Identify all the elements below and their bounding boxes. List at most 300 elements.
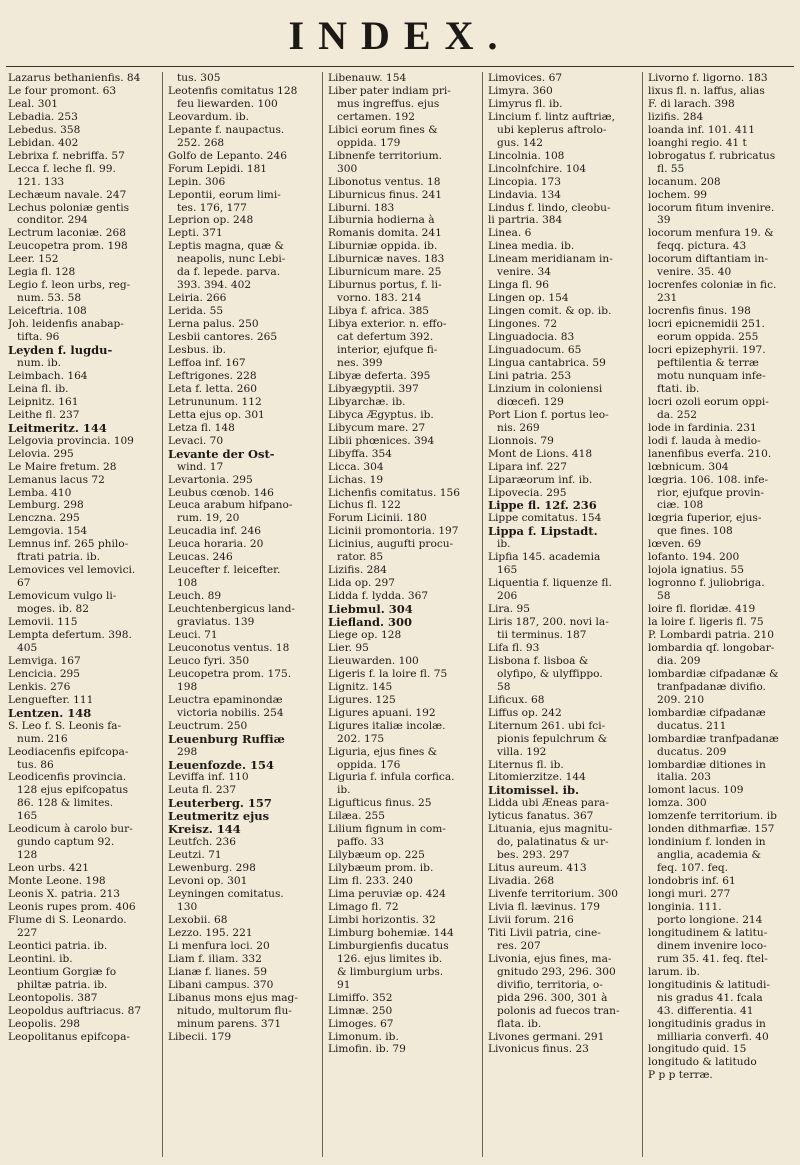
index-entry: Licinius, augufti procu- <box>328 538 454 551</box>
index-entry: Leucefter f. leicefter. <box>168 564 281 577</box>
index-entry: Lemovicum vulgo li- <box>8 590 117 603</box>
index-entry: lœgria. 106. 108. infe- <box>648 473 769 486</box>
index-entry: mus ingreffus. ejus <box>337 97 440 110</box>
index-entry: 298 <box>177 745 198 758</box>
index-entry: Mont de Lions. 418 <box>488 447 593 460</box>
index-entry: Leipnitz. 161 <box>8 395 79 408</box>
index-entry: Liburniæ oppida. ib. <box>328 240 438 253</box>
index-entry: Litus aureum. 413 <box>488 862 587 875</box>
index-entry: Lincolnfchire. 104 <box>488 162 587 175</box>
index-entry: Libyffa. 354 <box>328 447 392 460</box>
index-entry: Lindus f. lindo, cleobu- <box>488 201 611 214</box>
index-entry: feq. 107. feq. <box>657 862 729 875</box>
index-entry: longitudinem & latitu- <box>648 926 768 939</box>
index-entry: Leutmeritz ejus <box>168 810 270 824</box>
index-entry: Levartonia. 295 <box>168 473 253 486</box>
index-entry: Litomierzitze. 144 <box>488 771 586 784</box>
index-entry: Lerna palus. 250 <box>168 318 259 331</box>
index-entry: Lifa fl. 93 <box>488 641 540 654</box>
index-entry: Lechæum navale. 247 <box>8 188 127 201</box>
index-entry: tranfpadanæ divifio. <box>657 680 766 693</box>
index-entry: 209. 210 <box>657 693 705 706</box>
index-entry: tes. 176, 177 <box>177 201 247 214</box>
index-entry: Lificux. 68 <box>488 693 545 706</box>
index-entry: ducatus. 211 <box>657 719 727 732</box>
index-entry: ftati. ib. <box>657 382 700 395</box>
index-entry: Leuctrum. 250 <box>168 719 248 732</box>
index-entry: Flume di S. Leonardo. <box>8 913 127 926</box>
index-entry: locorum diftantiam in- <box>648 253 769 266</box>
index-entry: Lipara inf. 227 <box>488 460 567 473</box>
index-entry: Lecca f. leche fl. 99. <box>8 162 116 175</box>
index-entry: Lenczna. 295 <box>8 512 80 525</box>
index-entry: Liam f. iliam. 332 <box>168 952 262 965</box>
index-entry: Lippa f. Lipstadt. <box>488 525 598 539</box>
index-column-5 <box>648 72 796 1162</box>
index-entry: Linea media. ib. <box>488 240 575 253</box>
index-entry: lombardiæ tranfpadanæ <box>648 732 779 745</box>
index-entry: 393. 394. 402 <box>177 279 252 292</box>
index-column-1 <box>8 72 158 1162</box>
index-entry: tus. 305 <box>177 72 221 84</box>
index-entry: tus. 86 <box>17 758 54 771</box>
index-entry: Leuchtenbergicus land- <box>168 603 295 616</box>
index-entry: Limyrus fl. ib. <box>488 97 563 110</box>
index-entry: longitudinis gradus in <box>648 1017 766 1030</box>
index-entry: Lelgovia provincia. 109 <box>8 434 134 447</box>
index-entry: Le four promont. 63 <box>8 84 117 97</box>
index-entry: Leodicenfis provincia. <box>8 771 127 784</box>
index-entry: Leuci. 71 <box>168 628 218 641</box>
index-entry: Livonia, ejus fines, ma- <box>488 952 612 965</box>
index-entry: cat defertum 392. <box>337 331 434 344</box>
index-entry: Linea. 6 <box>488 227 532 240</box>
index-entry: Lingen op. 154 <box>488 292 569 305</box>
index-entry: res. 207 <box>497 939 541 952</box>
index-entry: Lectrum laconiæ. 268 <box>8 227 126 240</box>
index-entry: Leovardum. ib. <box>168 110 249 123</box>
index-entry: Lemanus lacus 72 <box>8 473 105 486</box>
index-entry: Limofin. ib. 79 <box>328 1043 406 1056</box>
index-entry: pida 296. 300, 301 à <box>497 991 608 1004</box>
index-entry: longi muri. 277 <box>648 888 731 901</box>
index-entry: Legio f. leon urbs, reg- <box>8 279 131 292</box>
index-entry: Leuta fl. 237 <box>168 784 237 797</box>
index-entry: lizifis. 284 <box>648 110 704 123</box>
index-entry: Limonum. ib. <box>328 1030 399 1043</box>
index-entry: Lincium f. lintz auftriæ, <box>488 110 615 123</box>
index-entry: ciæ. 108 <box>657 499 704 512</box>
index-entry: londobris inf. 61 <box>648 875 736 888</box>
index-entry: Lingen comit. & op. ib. <box>488 305 612 318</box>
index-entry: Levoni op. 301 <box>168 875 248 888</box>
column-divider <box>162 72 163 1157</box>
index-entry: 58 <box>497 680 511 693</box>
index-entry: Liternus fl. ib. <box>488 758 564 771</box>
index-entry: lanenfibus everfa. 210. <box>648 447 772 460</box>
index-entry: Lieuwarden. 100 <box>328 654 419 667</box>
index-entry: 252. 268 <box>177 136 225 149</box>
index-entry: loire fl. floridæ. 419 <box>648 603 756 616</box>
index-entry: eorum oppida. 255 <box>657 331 759 344</box>
index-entry: Linzium in coloniensi <box>488 382 603 395</box>
index-entry: Lidda ubi Æneas para- <box>488 797 609 810</box>
index-entry: Levaci. 70 <box>168 434 224 447</box>
index-entry: Lepante f. naupactus. <box>168 123 285 136</box>
index-entry: Letta ejus op. 301 <box>168 408 265 421</box>
index-entry: Leonis X. patria. 213 <box>8 888 121 901</box>
index-entry: Limiffo. 352 <box>328 991 393 1004</box>
index-entry: gus. 142 <box>497 136 543 149</box>
index-entry: Levante der Ost- <box>168 447 275 461</box>
index-entry: Leutfch. 236 <box>168 836 237 849</box>
index-entry: Lianæ f. lianes. 59 <box>168 965 268 978</box>
index-entry: P. Lombardi patria. 210 <box>648 628 774 641</box>
index-entry: Libani campus. 370 <box>168 978 274 991</box>
index-entry: Livii forum. 216 <box>488 913 574 926</box>
index-entry: vorno. 183. 214 <box>337 292 422 305</box>
index-entry: lœgria fuperior, ejus- <box>648 512 762 525</box>
index-entry: Liefland. 300 <box>328 616 412 629</box>
index-entry: Leuca horaria. 20 <box>168 538 264 551</box>
index-entry: Lenkis. 276 <box>8 680 71 693</box>
index-entry: lombardiæ cifpadanæ & <box>648 667 779 680</box>
index-entry: Lemburg. 298 <box>8 499 84 512</box>
index-entry: Leimbach. 164 <box>8 369 88 382</box>
index-entry: do, palatinatus & ur- <box>497 836 609 849</box>
index-entry: Leon urbs. 421 <box>8 862 89 875</box>
index-entry: Lesbus. ib. <box>168 344 227 357</box>
index-entry: lombardia qf. longobar- <box>648 641 775 654</box>
index-entry: Leuterberg. 157 <box>168 797 272 811</box>
index-entry: Licca. 304 <box>328 460 384 473</box>
index-entry: Leucopetra prom. 175. <box>168 667 292 680</box>
index-entry: Libya f. africa. 385 <box>328 305 430 318</box>
index-entry: Forum Licinii. 180 <box>328 512 427 525</box>
index-entry: dia. 209 <box>657 654 701 667</box>
index-entry: Lerida. 55 <box>168 305 224 318</box>
index-entry: Leer. 152 <box>8 253 59 266</box>
index-entry: 67 <box>17 577 31 590</box>
index-entry: milliaria converfi. 40 <box>657 1030 769 1043</box>
index-entry: longitudo quid. 15 <box>648 1043 747 1056</box>
index-entry: ducatus. 209 <box>657 745 727 758</box>
index-entry: Lim fl. 233. 240 <box>328 875 413 888</box>
index-entry: Leuenfozde. 154 <box>168 758 274 772</box>
index-entry: Libyca Ægyptus. ib. <box>328 408 434 421</box>
index-entry: lochem. 99 <box>648 188 708 201</box>
index-entry: Lemovii. 115 <box>8 616 78 629</box>
index-entry: Romanis domita. 241 <box>328 227 442 240</box>
index-entry: Lima peruviæ op. 424 <box>328 888 446 901</box>
index-entry: 86. 128 & limites. <box>17 797 114 810</box>
index-entry: Forum Lepidi. 181 <box>168 162 268 175</box>
index-entry: Libii phœnices. 394 <box>328 434 435 447</box>
index-entry: locri epicnemidii 251. <box>648 318 765 331</box>
index-entry: Limbi horizontis. 32 <box>328 913 436 926</box>
index-entry: rior, ejufque provin- <box>657 486 765 499</box>
index-entry: Ligufticus finus. 25 <box>328 797 432 810</box>
index-entry: Lepin. 306 <box>168 175 226 188</box>
index-entry: la loire f. ligeris fl. 75 <box>648 616 764 629</box>
index-entry: venire. 35. 40 <box>657 266 732 279</box>
index-entry: graviatus. 139 <box>177 616 255 629</box>
index-entry: Leftrigones. 228 <box>168 369 257 382</box>
index-entry: Limoges. 67 <box>328 1017 394 1030</box>
index-entry: Lipovecia. 295 <box>488 486 567 499</box>
index-entry: Leyningen comitatus. <box>168 888 284 901</box>
index-entry: Liege op. 128 <box>328 628 402 641</box>
index-entry: 227 <box>17 926 38 939</box>
index-entry: Leucadia inf. 246 <box>168 525 261 538</box>
index-entry: fl. 55 <box>657 162 685 175</box>
index-entry: anglia, academia & <box>657 849 761 862</box>
index-entry: lobrogatus f. rubricatus <box>648 149 776 162</box>
index-entry: da f. lepede. parva. <box>177 266 281 279</box>
index-entry: Lencicia. 295 <box>8 667 81 680</box>
index-entry: Li menfura loci. 20 <box>168 939 270 952</box>
index-entry: longinia. 111. <box>648 901 722 913</box>
index-entry: Ligures italiæ incolæ. <box>328 719 446 732</box>
index-entry: num. ib. <box>17 356 61 369</box>
index-entry: 128 <box>17 849 38 862</box>
index-entry: lomont lacus. 109 <box>648 784 744 797</box>
index-entry: Legia fl. 128 <box>8 266 76 279</box>
index-entry: longitudo & latitudo <box>648 1056 757 1069</box>
index-entry: li partria. 384 <box>488 214 563 227</box>
column-divider <box>642 72 643 1157</box>
index-entry: Leopolitanus epifcopa- <box>8 1030 130 1043</box>
index-entry: Lilybæum op. 225 <box>328 849 425 862</box>
index-entry: Licinii promontoria. 197 <box>328 525 459 538</box>
index-entry: 91 <box>337 978 351 991</box>
index-entry: Lemviga. 167 <box>8 654 81 667</box>
index-entry: Livia fl. lævinus. 179 <box>488 901 601 913</box>
index-entry: nes. 399 <box>337 356 383 369</box>
index-entry: num. 216 <box>17 732 68 745</box>
index-entry: Lemba. 410 <box>8 486 72 499</box>
index-entry: ib. <box>497 538 511 551</box>
index-entry: Lituania, ejus magnitu- <box>488 823 613 836</box>
index-entry: ubi keplerus aftrolo- <box>497 123 607 136</box>
index-entry: locrenfes coloniæ in fic. <box>648 279 777 292</box>
index-entry: Libyarchæ. ib. <box>328 395 406 408</box>
index-entry: Libyæ deferta. 395 <box>328 369 431 382</box>
index-entry: lofanto. 194. 200 <box>648 551 740 564</box>
index-entry: Lindavia. 134 <box>488 188 561 201</box>
index-entry: feu liewarden. 100 <box>177 97 278 110</box>
index-entry: Liparæorum inf. ib. <box>488 473 593 486</box>
index-entry: Lichus fl. 122 <box>328 499 401 512</box>
index-entry: 206 <box>497 590 518 603</box>
index-entry: Libycum mare. 27 <box>328 421 426 434</box>
index-entry: Liburnicæ naves. 183 <box>328 253 445 266</box>
index-entry: Leubus cœnob. 146 <box>168 486 274 499</box>
index-entry: interior, ejufque fi- <box>337 344 438 357</box>
index-entry: Leodicum à carolo bur- <box>8 823 133 836</box>
index-entry: rum. 19, 20 <box>177 512 240 525</box>
index-entry: Libenauw. 154 <box>328 72 407 84</box>
index-entry: Ligeris f. la loire fl. 75 <box>328 667 448 680</box>
index-entry: Lebedus. 358 <box>8 123 81 136</box>
index-entry: peftilentia & terræ <box>657 356 759 369</box>
index-entry: porto longione. 214 <box>657 913 763 926</box>
index-entry: Liburnicum mare. 25 <box>328 266 442 279</box>
index-entry: Lingones. 72 <box>488 318 558 331</box>
index-entry: Letza fl. 148 <box>168 421 235 434</box>
index-entry: Lidda f. lydda. 367 <box>328 590 429 603</box>
index-entry: lixus fl. n. laffus, alias <box>648 84 765 97</box>
index-entry: 202. 175 <box>337 732 385 745</box>
index-entry: Leopoldus auftriacus. 87 <box>8 1004 142 1017</box>
index-entry: Lepti. 371 <box>168 227 223 240</box>
index-entry: Lenguefter. 111 <box>8 693 94 706</box>
index-entry: da. 252 <box>657 408 698 421</box>
index-entry: Linguadocum. 65 <box>488 344 582 357</box>
index-entry: polonis ad fuecos tran- <box>497 1004 620 1017</box>
index-column-2 <box>168 72 318 1162</box>
index-entry: Leodiacenfis epifcopa- <box>8 745 129 758</box>
index-entry: Leontici patria. ib. <box>8 939 108 952</box>
index-entry: Lisbona f. lisboa & <box>488 654 589 667</box>
index-entry: Libanus mons ejus mag- <box>168 991 298 1004</box>
index-entry: Lizifis. 284 <box>328 564 387 577</box>
index-entry: loanda inf. 101. 411 <box>648 123 756 136</box>
index-entry: tii terminus. 187 <box>497 628 587 641</box>
index-entry: Liburni. 183 <box>328 201 395 214</box>
index-entry: Livadia. 268 <box>488 875 555 888</box>
index-entry: bes. 293. 297 <box>497 849 570 862</box>
index-entry: Leiceftria. 108 <box>8 305 87 318</box>
index-entry: Port Lion f. portus leo- <box>488 408 609 421</box>
index-entry: Leithe fl. 237 <box>8 408 80 421</box>
index-entry: Leuenburg Ruffiæ <box>168 732 285 746</box>
index-entry: londinium f. londen in <box>648 836 766 849</box>
index-entry: lojola ignatius. 55 <box>648 564 744 577</box>
index-entry: Lilium fignum in com- <box>328 823 446 836</box>
index-entry: lœven. 69 <box>648 538 702 551</box>
column-divider <box>482 72 483 1157</box>
index-entry: Lewenburg. 298 <box>168 862 256 875</box>
index-entry: Lilæa. 255 <box>328 810 386 823</box>
index-entry: Leffoa inf. 167 <box>168 356 246 369</box>
index-entry: oppida. 179 <box>337 136 401 149</box>
index-entry: 108 <box>177 577 198 590</box>
index-entry: neapolis, nunc Lebi- <box>177 253 286 266</box>
index-entry: Lini patria. 253 <box>488 369 572 382</box>
index-entry: Libonotus ventus. 18 <box>328 175 441 188</box>
index-entry: Livonicus finus. 23 <box>488 1043 589 1056</box>
index-entry: venire. 34 <box>497 266 552 279</box>
index-entry: Limago fl. 72 <box>328 901 399 913</box>
index-entry: ib. <box>337 784 351 797</box>
index-entry: Linga fl. 96 <box>488 279 549 292</box>
index-entry: lode in fardinia. 231 <box>648 421 757 434</box>
index-entry: wind. 17 <box>177 460 224 473</box>
index-column-3 <box>328 72 478 1162</box>
index-entry: Liquentia f. liquenze fl. <box>488 577 612 590</box>
index-entry: Liber pater indiam pri- <box>328 84 451 97</box>
index-entry: olyfipo, & ulyffippo. <box>497 667 603 680</box>
index-entry: Limovices. 67 <box>488 72 563 84</box>
column-divider <box>322 72 323 1157</box>
index-entry: feqq. pictura. 43 <box>657 240 747 253</box>
index-entry: Leontini. ib. <box>8 952 73 965</box>
index-entry: nis gradus 41. fcala <box>657 991 763 1004</box>
index-entry: gundo captum 92. <box>17 836 115 849</box>
index-entry: lœbnicum. 304 <box>648 460 729 473</box>
index-entry: Lempta defertum. 398. <box>8 628 132 641</box>
index-entry: Limyra. 360 <box>488 84 553 97</box>
index-entry: locanum. 208 <box>648 175 721 188</box>
index-entry: motu nunquam infe- <box>657 369 766 382</box>
index-entry: Le Maire fretum. 28 <box>8 460 117 473</box>
index-entry: que fines. 108 <box>657 525 733 538</box>
index-entry: Libnenfe territorium. <box>328 149 443 162</box>
index-entry: conditor. 294 <box>17 214 88 227</box>
index-entry: Lexobii. 68 <box>168 913 228 926</box>
index-entry: Lebidan. 402 <box>8 136 79 149</box>
index-entry: locrenfis finus. 198 <box>648 305 751 318</box>
index-entry: Lemgovia. 154 <box>8 525 88 538</box>
index-entry: Liris 187, 200. novi la- <box>488 616 609 629</box>
index-entry: 128 ejus epifcopatus <box>17 784 129 797</box>
index-entry: lyticus fanatus. 367 <box>488 810 594 823</box>
index-entry: Lebrixa f. nebriffa. 57 <box>8 149 125 162</box>
index-entry: ftrati patria. ib. <box>17 551 100 564</box>
index-entry: Limburgienfis ducatus <box>328 939 449 952</box>
index-entry: paffo. 33 <box>337 836 385 849</box>
index-entry: gnitudo 293, 296. 300 <box>497 965 616 978</box>
index-entry: minum parens. 371 <box>177 1017 282 1030</box>
index-entry: Limburg bohemiæ. 144 <box>328 926 454 939</box>
index-entry: Litomissel. ib. <box>488 784 580 798</box>
index-entry: oppida. 176 <box>337 758 401 771</box>
index-entry: Leiria. 266 <box>168 292 227 305</box>
index-entry: Ligures. 125 <box>328 693 396 706</box>
index-entry: rator. 85 <box>337 551 384 564</box>
index-entry: Leuca arabum hifpano- <box>168 499 293 512</box>
index-entry: nitudo, multorum flu- <box>177 1004 292 1017</box>
index-entry: 58 <box>657 590 671 603</box>
index-entry: Leutzi. 71 <box>168 849 222 862</box>
index-entry: Liebmul. 304 <box>328 603 413 617</box>
index-entry: Lier. 95 <box>328 641 369 654</box>
index-entry: londen dithmarfiæ. 157 <box>648 823 775 836</box>
index-entry: flata. ib. <box>497 1017 542 1030</box>
index-entry: Lingua cantabrica. 59 <box>488 356 606 369</box>
page-header: INDEX. <box>288 13 512 58</box>
index-entry: Leprion op. 248 <box>168 214 254 227</box>
index-entry: Liguria f. infula corfica. <box>328 771 455 784</box>
index-entry: locorum fitum invenire. <box>648 201 775 214</box>
index-entry: Leuch. 89 <box>168 590 222 603</box>
index-entry: 405 <box>17 641 38 654</box>
index-entry: 300 <box>337 162 358 175</box>
index-entry: victoria nobilis. 254 <box>177 706 284 719</box>
index-entry: rum 35. 41. feq. ftel- <box>657 952 768 965</box>
index-entry: Titi Livii patria, cine- <box>488 926 601 939</box>
index-entry: dinem invenire loco- <box>657 939 767 952</box>
index-entry: lomzenfe territorium. ib <box>648 810 777 823</box>
index-entry: Joh. leidenfis anabap- <box>8 318 124 331</box>
index-entry: locri ozoli eorum oppi- <box>648 395 769 408</box>
index-entry: diœcefi. 129 <box>497 395 564 408</box>
index-entry: Leotenfis comitatus 128 <box>168 84 298 97</box>
index-column-4 <box>488 72 638 1162</box>
index-entry: Liburnicus finus. 241 <box>328 188 442 201</box>
index-entry: 43. differentia. 41 <box>657 1004 754 1017</box>
